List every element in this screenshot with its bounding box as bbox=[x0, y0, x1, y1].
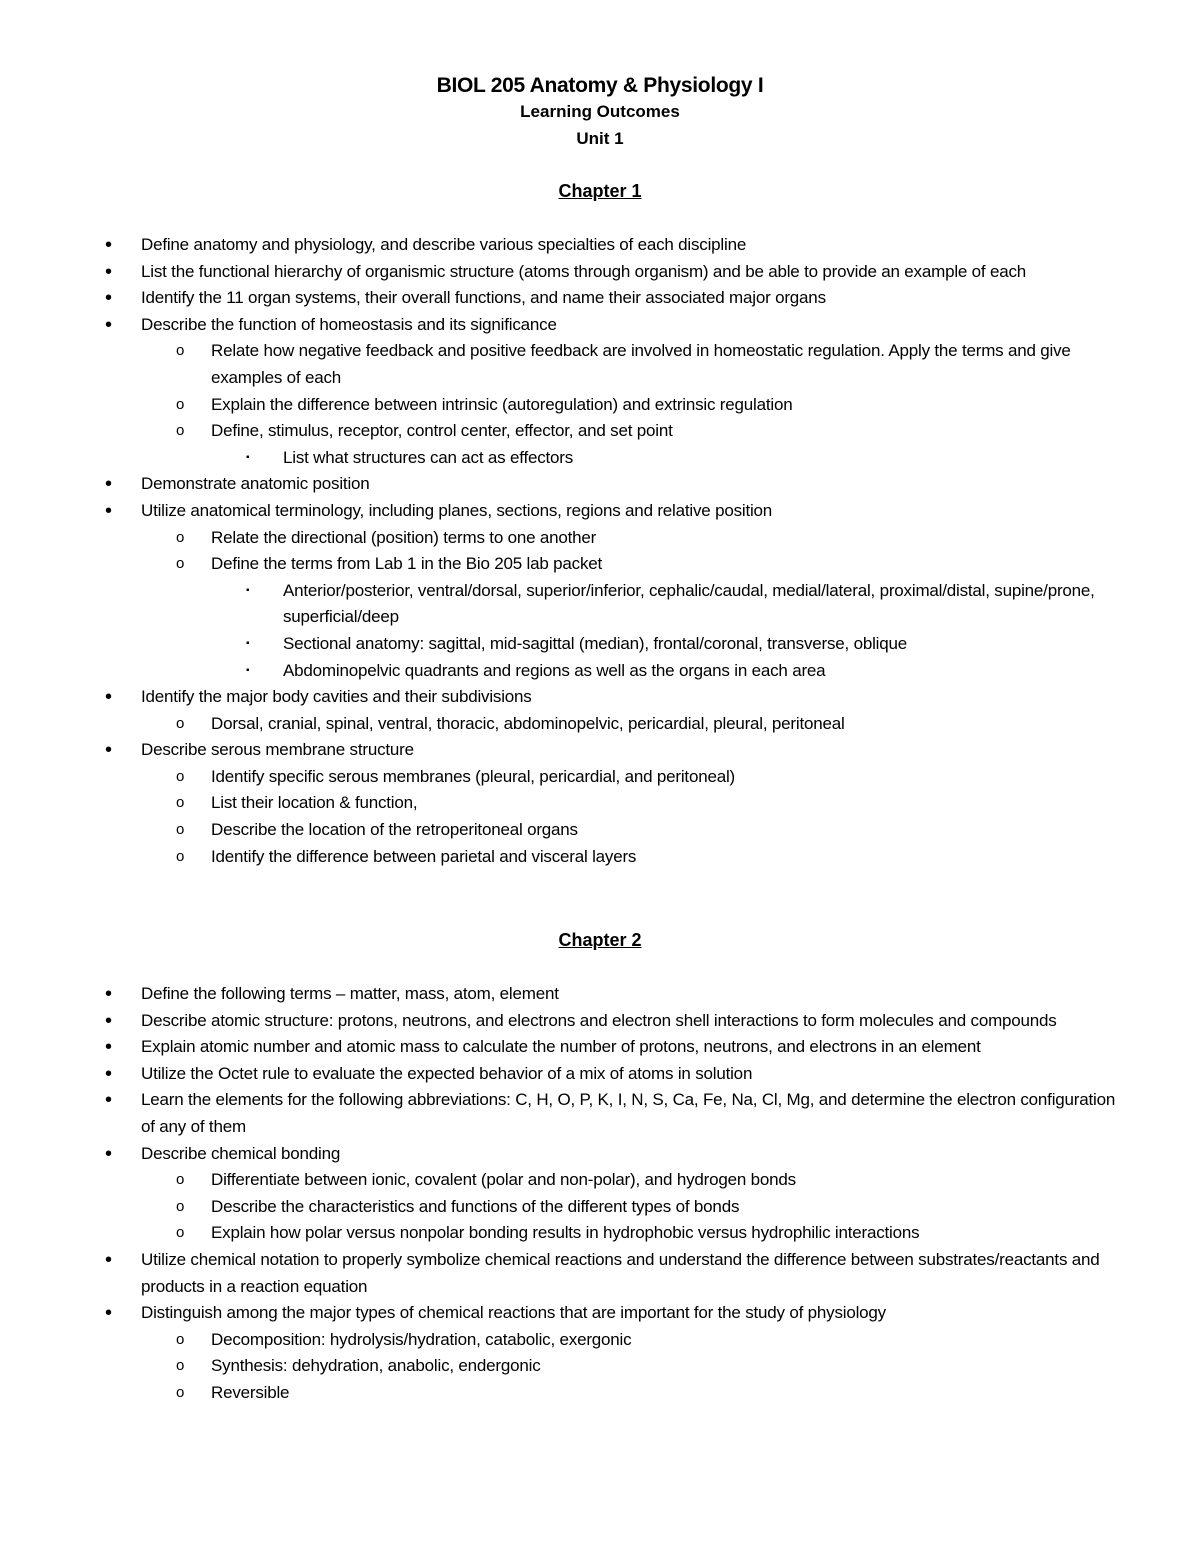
square-bullet-marker: ▪ bbox=[246, 637, 250, 649]
outcome-item bbox=[105, 471, 1131, 498]
sub-bullet-marker: o bbox=[176, 1171, 185, 1189]
outcome-text: Relate the directional (position) terms to one another bbox=[211, 527, 597, 547]
outcome-text: Decomposition: hydrolysis/hydration, catabolic, exergonic bbox=[211, 1329, 632, 1349]
outcome-item bbox=[176, 525, 1131, 552]
outcome-item bbox=[105, 1300, 1131, 1327]
outcome-text: Explain the difference between intrinsic (autoregulation) and extrinsic regulation bbox=[211, 394, 793, 414]
sub-bullet-marker: o bbox=[176, 767, 185, 785]
sub-bullet-marker: o bbox=[176, 847, 185, 865]
outcome-item bbox=[105, 312, 1131, 339]
outcome-text: Relate how negative feedback and positive feedback are involved in homeostatic regulation. Apply the terms and give examples of each bbox=[211, 341, 1071, 387]
chapter-1-heading: Chapter 1 bbox=[558, 181, 642, 201]
outcome-text: Synthesis: dehydration, anabolic, endergonic bbox=[211, 1356, 541, 1376]
outcome-text: Define anatomy and physiology, and describe various specialties of each discipline bbox=[141, 235, 747, 254]
sub-bullet-marker: o bbox=[176, 528, 185, 546]
square-bullet-marker: ▪ bbox=[246, 451, 250, 463]
outcome-item bbox=[105, 684, 1131, 711]
outcome-item bbox=[105, 1141, 1131, 1168]
sub-bullet-marker: o bbox=[176, 422, 185, 440]
sub-bullet-marker: o bbox=[176, 1224, 185, 1242]
outcome-item bbox=[176, 711, 1131, 738]
bullet-marker: • bbox=[105, 1302, 112, 1325]
bullet-marker: • bbox=[105, 499, 112, 522]
sub-bullet-marker: o bbox=[176, 1383, 185, 1401]
sub-bullet-marker: o bbox=[176, 395, 185, 413]
outcome-text: Define, stimulus, receptor, control center, effector, and set point bbox=[211, 421, 673, 441]
bullet-marker: • bbox=[105, 686, 112, 709]
document-subtitle: Learning Outcomes bbox=[520, 102, 680, 121]
outcome-text: List the functional hierarchy of organismic structure (atoms through organism) and be able to provide an example of each bbox=[141, 261, 1027, 281]
outcome-text: Identify the difference between parietal and visceral layers bbox=[211, 846, 637, 866]
outcome-text: Describe atomic structure: protons, neutrons, and electrons and electron shell interactions to form molecules and compounds bbox=[141, 1010, 1057, 1030]
square-bullet-marker: ▪ bbox=[246, 584, 250, 596]
bullet-marker: • bbox=[105, 1089, 112, 1112]
square-bullet-marker: ▪ bbox=[246, 664, 250, 676]
outcome-text: Explain atomic number and atomic mass to calculate the number of protons, neutrons, and electrons in an element bbox=[141, 1037, 981, 1057]
unit-label: Unit 1 bbox=[576, 129, 624, 148]
outcome-item bbox=[176, 392, 1131, 419]
outcome-item bbox=[176, 1380, 1131, 1407]
outcome-text: Utilize chemical notation to properly symbolize chemical reactions and understand the difference between substrates/reactants and products in a reaction equation bbox=[141, 1249, 1100, 1296]
sub-bullet-marker: o bbox=[176, 555, 185, 573]
outcome-text: Abdominopelvic quadrants and regions as well as the organs in each area bbox=[283, 660, 826, 680]
outcome-text: Differentiate between ionic, covalent (polar and non-polar), and hydrogen bonds bbox=[211, 1170, 796, 1190]
outcome-item bbox=[246, 658, 1133, 685]
sub-bullet-marker: o bbox=[176, 714, 185, 732]
outcome-text: Describe serous membrane structure bbox=[141, 740, 414, 760]
document-title: BIOL 205 Anatomy & Physiology I bbox=[436, 74, 764, 97]
outcome-item bbox=[105, 498, 1131, 525]
outcome-item bbox=[105, 1061, 1131, 1088]
outcome-text: Identify the 11 organ systems, their overall functions, and name their associated major organs bbox=[141, 288, 826, 308]
bullet-marker: • bbox=[105, 1248, 112, 1271]
sub-bullet-marker: o bbox=[176, 821, 185, 839]
outcome-text: Dorsal, cranial, spinal, ventral, thoracic, abdominopelvic, pericardial, pleural, peritoneal bbox=[211, 713, 845, 733]
bullet-marker: • bbox=[105, 260, 112, 283]
outcome-text: Describe the characteristics and functions of the different types of bonds bbox=[211, 1196, 740, 1216]
outcome-text: Define the following terms – matter, mass, atom, element bbox=[141, 984, 559, 1003]
sub-bullet-marker: o bbox=[176, 1357, 185, 1375]
outcome-text: Explain how polar versus nonpolar bonding results in hydrophobic versus hydrophilic interactions bbox=[211, 1223, 920, 1243]
bullet-marker: • bbox=[105, 1142, 112, 1165]
sub-bullet-marker: o bbox=[176, 1197, 185, 1215]
outcome-item bbox=[105, 1087, 1131, 1140]
outcome-item bbox=[246, 631, 1133, 658]
outcome-text: List their location & function, bbox=[211, 793, 418, 813]
outcome-text: List what structures can act as effectors bbox=[283, 447, 574, 467]
outcome-item bbox=[176, 551, 1131, 578]
outcome-text: Learn the elements for the following abbreviations: C, H, O, P, K, I, N, S, Ca, Fe, Na, Cl, Mg, and determine the electron configuration of any of them bbox=[141, 1090, 1116, 1136]
outcome-item bbox=[176, 764, 1131, 791]
outcome-item bbox=[105, 981, 1131, 1008]
outcome-text: Describe chemical bonding bbox=[141, 1143, 341, 1163]
outcome-item bbox=[105, 1008, 1131, 1035]
outcome-item bbox=[176, 1353, 1131, 1380]
outcome-item bbox=[105, 285, 1131, 312]
outcome-text: Identify specific serous membranes (pleural, pericardial, and peritoneal) bbox=[211, 766, 735, 786]
outcome-text: Utilize the Octet rule to evaluate the expected behavior of a mix of atoms in solution bbox=[141, 1063, 753, 1083]
bullet-marker: • bbox=[105, 1062, 112, 1085]
outcome-text: Define the terms from Lab 1 in the Bio 205 lab packet bbox=[211, 554, 603, 574]
outcome-item bbox=[176, 844, 1131, 871]
chapter-2-outcomes-list bbox=[0, 981, 1200, 1407]
outcome-item bbox=[246, 445, 1133, 472]
bullet-marker: • bbox=[105, 234, 112, 256]
bullet-marker: • bbox=[105, 1009, 112, 1032]
outcome-item bbox=[176, 1167, 1131, 1194]
bullet-marker: • bbox=[105, 473, 112, 496]
chapter-2-heading: Chapter 2 bbox=[558, 930, 642, 950]
outcome-text: Distinguish among the major types of chemical reactions that are important for the study of physiology bbox=[141, 1303, 886, 1323]
bullet-marker: • bbox=[105, 1036, 112, 1059]
sub-bullet-marker: o bbox=[176, 1330, 185, 1348]
outcome-item bbox=[105, 737, 1131, 764]
outcome-item bbox=[246, 578, 1133, 631]
bullet-marker: • bbox=[105, 313, 112, 336]
outcome-text: Describe the location of the retroperitoneal organs bbox=[211, 820, 578, 840]
outcome-text: Demonstrate anatomic position bbox=[141, 474, 370, 494]
outcome-item bbox=[176, 1327, 1131, 1354]
outcome-item bbox=[176, 418, 1131, 445]
outcome-item bbox=[176, 1220, 1131, 1247]
bullet-marker: • bbox=[105, 739, 112, 762]
bullet-marker: • bbox=[105, 983, 112, 1005]
chapter-1-outcomes-list bbox=[0, 232, 1200, 870]
outcome-text: Sectional anatomy: sagittal, mid-sagittal (median), frontal/coronal, transverse, oblique bbox=[283, 633, 907, 653]
outcome-item bbox=[176, 338, 1131, 391]
outcome-item bbox=[176, 817, 1131, 844]
bullet-marker: • bbox=[105, 287, 112, 310]
sub-bullet-marker: o bbox=[176, 794, 185, 812]
outcome-item bbox=[176, 1194, 1131, 1221]
outcome-text: Anterior/posterior, ventral/dorsal, superior/inferior, cephalic/caudal, medial/lateral, proximal/distal, supine/prone, superficial/deep bbox=[283, 580, 1095, 627]
outcome-item bbox=[176, 790, 1131, 817]
outcome-item bbox=[105, 232, 1131, 259]
outcome-text: Describe the function of homeostasis and its significance bbox=[141, 314, 557, 334]
outcome-item bbox=[105, 1034, 1131, 1061]
outcome-item bbox=[105, 259, 1131, 286]
outcome-text: Utilize anatomical terminology, including planes, sections, regions and relative position bbox=[141, 500, 773, 520]
outcome-text: Reversible bbox=[211, 1382, 290, 1402]
sub-bullet-marker: o bbox=[176, 342, 185, 360]
outcome-text: Identify the major body cavities and their subdivisions bbox=[141, 687, 532, 707]
outcome-item bbox=[105, 1247, 1131, 1300]
